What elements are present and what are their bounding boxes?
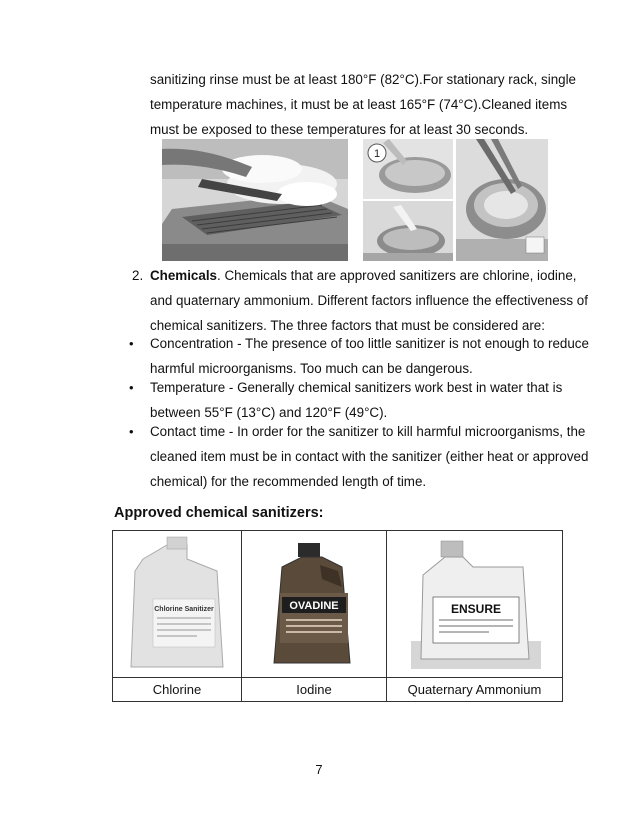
bullet-marker: •: [129, 424, 134, 439]
intro-line-3: must be exposed to these temperatures for at least 30 seconds.: [150, 122, 529, 137]
intro-line-2: [150, 92, 568, 117]
chlorine-jug-image: [113, 531, 241, 677]
intro-paragraph: [150, 67, 577, 142]
page-number: 7: [315, 762, 323, 777]
chemicals-paragraph: [150, 263, 588, 338]
pot-tongs-photo: [456, 139, 548, 261]
bullet-marker: •: [129, 380, 134, 395]
pot-photo-1: [363, 139, 453, 199]
bullet-2-line-2: between 55°F (13°C) and 120°F (49°C).: [150, 405, 388, 420]
section-heading: Approved chemical sanitizers:: [114, 505, 324, 521]
steam-rack-photo: [162, 139, 348, 261]
pot-photo-2: [363, 201, 453, 261]
quaternary-image-cell: [387, 531, 562, 677]
bullet-1-line-1: Concentration - The presence of too little sanitizer is not enough to reduce: [150, 336, 589, 351]
intro-line-2-part-b: Cleaned items: [481, 97, 568, 112]
chlorine-caption: Chlorine: [113, 678, 242, 701]
iodine-image-cell: [242, 531, 387, 677]
bullet-2-line-1-text: Temperature - Generally chemical sanitizers work best in water that is: [150, 380, 563, 395]
bullet-contact-time: [150, 419, 589, 494]
numbered-item-marker: 2.: [132, 268, 144, 283]
chemicals-line-3: chemical sanitizers. The three factors that must be considered are:: [150, 318, 545, 333]
sanitizing-photos: [162, 139, 548, 261]
bullet-marker: •: [129, 336, 134, 351]
bullet-3-line-2: cleaned item must be in contact with the sanitizer (either heat or approved: [150, 449, 589, 464]
iodine-caption: Iodine: [242, 678, 387, 701]
intro-line-1-part-b: For stationary rack, single: [422, 72, 577, 87]
chemicals-line-1-rest: . Chemicals that are approved sanitizers are chlorine, iodine,: [217, 268, 577, 283]
caption-row: [113, 677, 562, 701]
intro-line-2-part-a: temperature machines, it must be at least 165°F (74°C).: [150, 97, 482, 112]
chlorine-label-text: Chlorine Sanitizer: [154, 606, 214, 613]
chlorine-image-cell: [113, 531, 242, 677]
chemicals-line-1: [150, 263, 577, 288]
chemicals-heading: Chemicals: [150, 268, 217, 283]
bullet-temperature: [150, 375, 562, 425]
sanitizers-table: [112, 530, 563, 702]
intro-line-1-part-a: sanitizing rinse must be at least 180°F (82°C).: [150, 72, 423, 87]
iodine-label-text: OVADINE: [289, 600, 339, 612]
bullet-1-line-2: harmful microorganisms. Too much can be dangerous.: [150, 361, 473, 376]
bullet-concentration: [150, 331, 589, 381]
bullet-3-line-3: chemical) for the recommended length of time.: [150, 474, 427, 489]
chemicals-line-2: and quaternary ammonium. Different factors influence the effectiveness of: [150, 293, 588, 308]
quaternary-jug-image: [387, 531, 562, 677]
photo-step-label: 1: [373, 148, 381, 160]
bullet-2-line-1: [150, 375, 562, 400]
bullet-3-line-1: Contact time - In order for the sanitizer to kill harmful microorganisms, the: [150, 424, 586, 439]
iodine-jug-image: [242, 531, 386, 677]
quaternary-caption: Quaternary Ammonium: [407, 682, 542, 697]
quaternary-label-text: ENSURE: [450, 602, 502, 616]
intro-line-1: [150, 67, 577, 92]
